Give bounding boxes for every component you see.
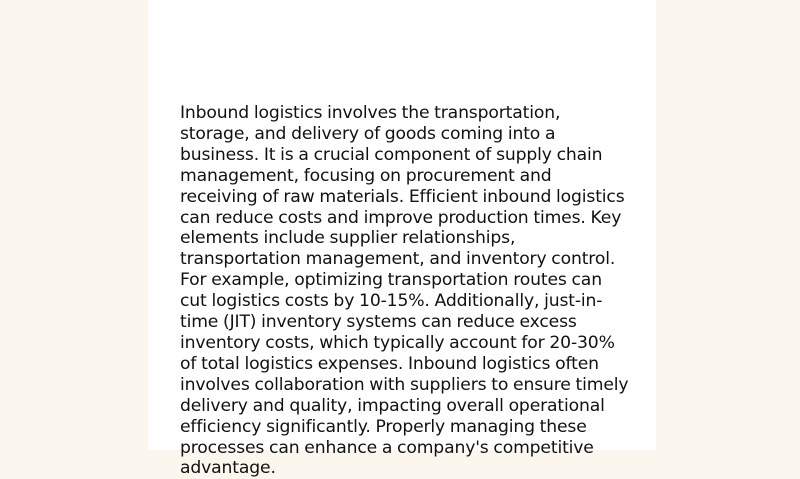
body-paragraph: Inbound logistics involves the transportation, storage, and delivery of goods coming into a business. It is a crucial component of supply chain management, focusing on procurement and receiving of raw materials. Efficient inbound logistics can reduce costs and improve production times. Key elements include supplier relationships, transportation management, and inventory control. For example, optimizing transportation routes can cut logistics costs by 10-15%. Additionally, just-in-time (JIT) inventory systems can reduce excess inventory costs, which typically account for 20-30% of total logistics expenses. Inbound logistics often involves collaboration with suppliers to ensure timely delivery and quality, impacting overall operational efficiency significantly. Properly managing these processes can enhance a company's competitive advantage. — [180, 103, 629, 479]
document-page — [148, 0, 656, 479]
